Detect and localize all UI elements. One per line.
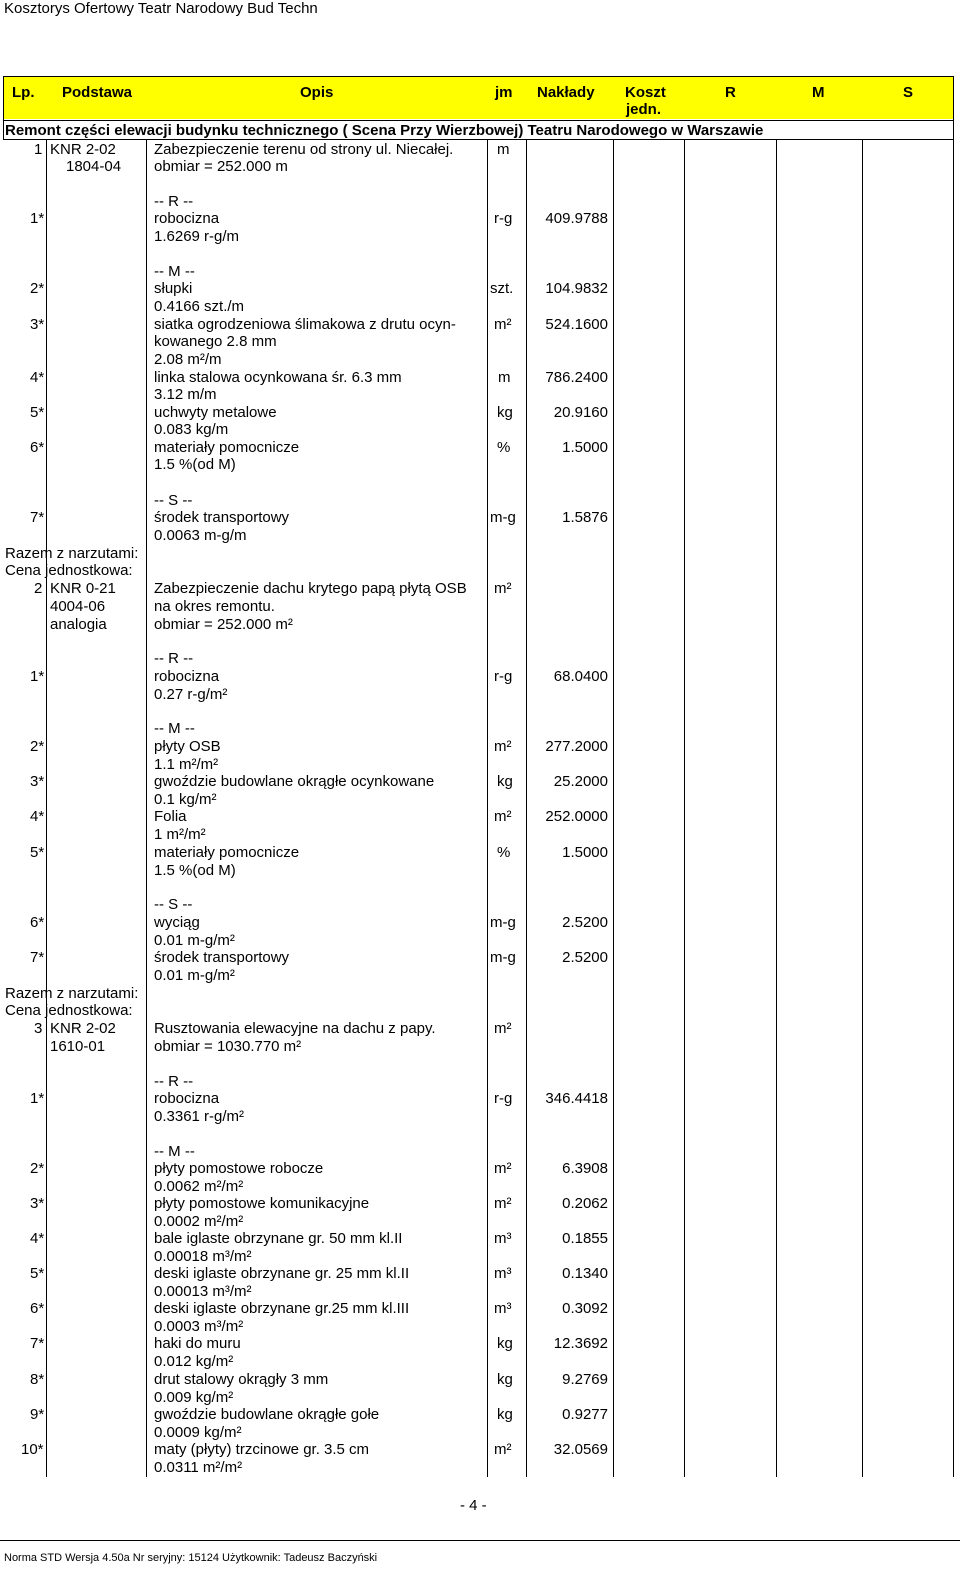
item-value: 12.3692 <box>553 1335 608 1352</box>
position-podstawa: KNR 0-21 <box>50 580 116 597</box>
header-opis: Opis <box>300 84 334 101</box>
item-name: środek transportowy <box>154 949 290 966</box>
item-jm: m-g <box>490 949 516 966</box>
item-jm: kg <box>497 1406 513 1423</box>
item-value: 252.0000 <box>545 808 608 825</box>
header-s: S <box>903 84 914 101</box>
item-norm: 0.012 kg/m² <box>154 1353 234 1370</box>
item-norm: 0.00018 m³/m² <box>154 1248 252 1265</box>
item-value: 32.0569 <box>553 1441 608 1458</box>
item-jm: kg <box>497 773 513 790</box>
header-podstawa: Podstawa <box>62 84 133 101</box>
item-norm: 2.08 m²/m <box>154 351 222 368</box>
item-norm: 0.083 kg/m <box>154 421 229 438</box>
position-podstawa: 4004-06 <box>50 598 106 615</box>
item-lp: 3* <box>30 316 45 333</box>
item-jm: % <box>497 844 511 861</box>
item-value: 524.1600 <box>545 316 608 333</box>
item-lp: 6* <box>30 914 45 931</box>
item-lp: 7* <box>30 949 45 966</box>
item-value: 2.5200 <box>562 914 608 931</box>
razem-label: Razem z narzutami: <box>5 985 139 1002</box>
item-jm: m² <box>494 316 512 333</box>
item-lp: 4* <box>30 808 45 825</box>
position-podstawa: analogia <box>50 616 107 633</box>
cena-label: Cena jednostkowa: <box>5 562 133 579</box>
position-podstawa: 1610-01 <box>50 1038 106 1055</box>
item-value: 277.2000 <box>545 738 608 755</box>
position-lp: 1 <box>34 141 43 158</box>
item-jm: kg <box>497 404 513 421</box>
cena-label: Cena jednostkowa: <box>5 1002 133 1019</box>
item-lp: 8* <box>30 1371 45 1388</box>
item-value: 0.9277 <box>562 1406 608 1423</box>
item-jm: r-g <box>494 210 513 227</box>
header-koszt-jedn: jedn. <box>626 101 662 118</box>
item-lp: 3* <box>30 773 45 790</box>
item-value: 25.2000 <box>553 773 608 790</box>
item-norm: 1.1 m²/m² <box>154 756 219 773</box>
item-lp: 5* <box>30 844 45 861</box>
group-r-label: -- R -- <box>154 1073 194 1090</box>
item-norm: 0.4166 szt./m <box>154 298 245 315</box>
item-name: materiały pomocnicze <box>154 439 300 456</box>
item-jm: kg <box>497 1371 513 1388</box>
item-norm: 0.01 m-g/m² <box>154 967 235 984</box>
item-lp: 2* <box>30 280 45 297</box>
group-r-label: -- R -- <box>154 193 194 210</box>
item-jm: % <box>497 439 511 456</box>
item-jm: m² <box>494 1441 512 1458</box>
item-name: bale iglaste obrzynane gr. 50 mm kl.II <box>154 1230 403 1247</box>
item-jm: m² <box>494 1160 512 1177</box>
item-norm: 0.0009 kg/m² <box>154 1424 242 1441</box>
position-obmiar: obmiar = 252.000 m² <box>154 616 293 633</box>
item-name: materiały pomocnicze <box>154 844 300 861</box>
footer-divider <box>0 1540 960 1541</box>
item-value: 0.1855 <box>562 1230 608 1247</box>
item-jm: m³ <box>494 1300 512 1317</box>
item-name: siatka ogrodzeniowa ślimakowa z drutu ocyn- <box>154 316 456 333</box>
item-value: 68.0400 <box>553 668 608 685</box>
item-name: płyty pomostowe robocze <box>154 1160 324 1177</box>
item-value: 0.2062 <box>562 1195 608 1212</box>
position-podstawa: KNR 2-02 <box>50 141 116 158</box>
item-lp: 2* <box>30 738 45 755</box>
item-name-cont: kowanego 2.8 mm <box>154 333 277 350</box>
item-value: 409.9788 <box>545 210 608 227</box>
item-name: wyciąg <box>154 914 200 931</box>
item-lp: 5* <box>30 404 45 421</box>
group-s-label: -- S -- <box>154 896 193 913</box>
group-r-label: -- R -- <box>154 650 194 667</box>
section-title: Remont części elewacji budynku technicznego ( Scena Przy Wierzbowej) Teatru Narodowego w Warszawie <box>5 122 764 139</box>
item-name: haki do muru <box>154 1335 241 1352</box>
item-norm: 1 m²/m² <box>154 826 206 843</box>
item-value: 6.3908 <box>562 1160 608 1177</box>
item-name: płyty OSB <box>154 738 221 755</box>
item-jm: m³ <box>494 1265 512 1282</box>
item-norm: 1.6269 r-g/m <box>154 228 240 245</box>
item-norm: 0.0311 m²/m² <box>154 1459 243 1476</box>
item-lp: 4* <box>30 1230 45 1247</box>
item-lp: 10* <box>21 1441 44 1458</box>
item-jm: m-g <box>490 509 516 526</box>
position-opis: Zabezpieczenie dachu krytego papą płytą OSB <box>154 580 467 597</box>
item-value: 1.5000 <box>562 439 608 456</box>
position-opis: na okres remontu. <box>154 598 275 615</box>
razem-label: Razem z narzutami: <box>5 545 139 562</box>
item-jm: m² <box>494 1195 512 1212</box>
item-lp: 6* <box>30 1300 45 1317</box>
document-title: Kosztorys Ofertowy Teatr Narodowy Bud Techn <box>4 0 318 17</box>
item-value: 2.5200 <box>562 949 608 966</box>
group-m-label: -- M -- <box>154 720 195 737</box>
item-lp: 5* <box>30 1265 45 1282</box>
header-lp: Lp. <box>12 84 35 101</box>
item-name: linka stalowa ocynkowana śr. 6.3 mm <box>154 369 402 386</box>
item-value: 9.2769 <box>562 1371 608 1388</box>
item-norm: 0.0062 m²/m² <box>154 1178 244 1195</box>
position-jm: m² <box>494 580 512 597</box>
item-jm: kg <box>497 1335 513 1352</box>
header-m: M <box>812 84 825 101</box>
table-header <box>3 77 953 119</box>
item-value: 1.5000 <box>562 844 608 861</box>
item-lp: 7* <box>30 1335 45 1352</box>
item-name: środek transportowy <box>154 509 290 526</box>
item-norm: 3.12 m/m <box>154 386 217 403</box>
item-norm: 1.5 %(od M) <box>154 862 236 879</box>
item-norm: 1.5 %(od M) <box>154 456 236 473</box>
header-jm: jm <box>495 84 513 101</box>
item-name: płyty pomostowe komunikacyjne <box>154 1195 370 1212</box>
item-value: 20.9160 <box>553 404 608 421</box>
group-m-label: -- M -- <box>154 1143 195 1160</box>
position-obmiar: obmiar = 252.000 m <box>154 158 288 175</box>
position-obmiar: obmiar = 1030.770 m² <box>154 1038 302 1055</box>
page-number: - 4 - <box>460 1497 487 1514</box>
item-lp: 1* <box>30 210 45 227</box>
item-lp: 4* <box>30 369 45 386</box>
item-lp: 1* <box>30 1090 45 1107</box>
footer-text: Norma STD Wersja 4.50a Nr seryjny: 15124 Użytkownik: Tadeusz Baczyński <box>4 1552 378 1564</box>
item-norm: 0.27 r-g/m² <box>154 686 228 703</box>
item-norm: 0.00013 m³/m² <box>154 1283 252 1300</box>
item-name: robocizna <box>154 1090 220 1107</box>
item-name: deski iglaste obrzynane gr.25 mm kl.III <box>154 1300 410 1317</box>
item-jm: m² <box>494 808 512 825</box>
item-name: uchwyty metalowe <box>154 404 277 421</box>
item-jm: r-g <box>494 1090 513 1107</box>
item-norm: 0.009 kg/m² <box>154 1389 234 1406</box>
group-m-label: -- M -- <box>154 263 195 280</box>
item-value: 1.5876 <box>562 509 608 526</box>
item-jm: m <box>498 369 511 386</box>
item-lp: 3* <box>30 1195 45 1212</box>
item-value: 104.9832 <box>545 280 608 297</box>
position-jm: m <box>497 141 510 158</box>
item-norm: 0.0063 m-g/m <box>154 527 247 544</box>
position-podstawa: KNR 2-02 <box>50 1020 116 1037</box>
item-value: 0.1340 <box>562 1265 608 1282</box>
item-value: 786.2400 <box>545 369 608 386</box>
item-value: 0.3092 <box>562 1300 608 1317</box>
item-lp: 2* <box>30 1160 45 1177</box>
item-name: robocizna <box>154 210 220 227</box>
position-lp: 3 <box>34 1020 43 1037</box>
item-lp: 6* <box>30 439 45 456</box>
item-name: słupki <box>154 280 193 297</box>
item-name: Folia <box>154 808 187 825</box>
item-norm: 0.3361 r-g/m² <box>154 1108 245 1125</box>
item-jm: m³ <box>494 1230 512 1247</box>
position-podstawa: 1804-04 <box>66 158 122 175</box>
item-name: gwoździe budowlane okrągłe ocynkowane <box>154 773 435 790</box>
item-name: deski iglaste obrzynane gr. 25 mm kl.II <box>154 1265 410 1282</box>
item-value: 346.4418 <box>545 1090 608 1107</box>
item-jm: m-g <box>490 914 516 931</box>
item-jm: r-g <box>494 668 513 685</box>
item-name: maty (płyty) trzcinowe gr. 3.5 cm <box>154 1441 370 1458</box>
item-name: drut stalowy okrągły 3 mm <box>154 1371 329 1388</box>
item-norm: 0.01 m-g/m² <box>154 932 235 949</box>
header-koszt: Koszt <box>625 84 666 101</box>
header-r: R <box>725 84 736 101</box>
item-jm: m² <box>494 738 512 755</box>
item-norm: 0.1 kg/m² <box>154 791 217 808</box>
group-s-label: -- S -- <box>154 492 193 509</box>
item-jm: szt. <box>490 280 514 297</box>
position-lp: 2 <box>34 580 43 597</box>
position-opis: Zabezpieczenie terenu od strony ul. Niecałej. <box>154 141 454 158</box>
item-lp: 9* <box>30 1406 45 1423</box>
item-lp: 7* <box>30 509 45 526</box>
position-opis: Rusztowania elewacyjne na dachu z papy. <box>154 1020 436 1037</box>
item-name: gwoździe budowlane okrągłe gołe <box>154 1406 380 1423</box>
item-name: robocizna <box>154 668 220 685</box>
header-naklady: Nakłady <box>537 84 595 101</box>
item-lp: 1* <box>30 668 45 685</box>
item-norm: 0.0002 m²/m² <box>154 1213 244 1230</box>
position-jm: m² <box>494 1020 512 1037</box>
item-norm: 0.0003 m³/m² <box>154 1318 244 1335</box>
